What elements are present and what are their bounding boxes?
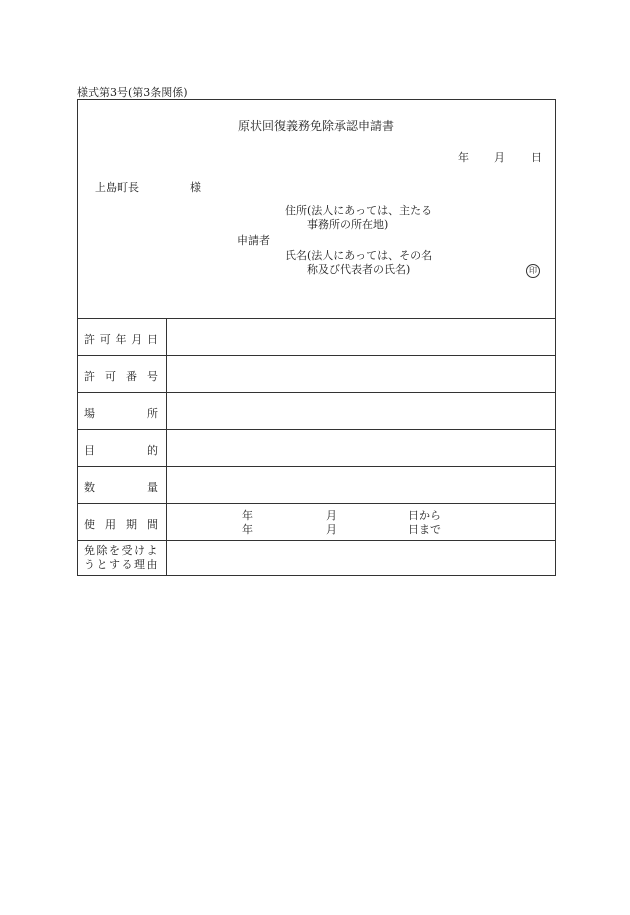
period-to-month: 月 [326,523,337,536]
exemption-reason-label: 免除を受けようとする理由 [84,544,159,571]
row-divider [78,355,555,356]
purpose-label: 目 的 [84,444,158,457]
column-divider [166,318,167,575]
row-divider [78,503,555,504]
row-divider [78,429,555,430]
form-heading: 原状回復義務免除承認申請書 [238,119,395,133]
table-top-border [78,318,555,319]
row-divider [78,392,555,393]
application-form [77,99,556,576]
permit-date-label: 許 可 年 月 日 [84,333,158,346]
name-label-line2: 称及び代表者の氏名) [307,263,411,276]
form-number: 様式第3号(第3条関係) [77,86,188,99]
name-label-line1: 氏名(法人にあっては、その名 [285,249,433,262]
period-from-day: 日から [408,509,441,522]
address-label-line2: 事務所の所在地) [307,218,389,231]
addressee: 上島町長 [95,181,139,194]
period-to-year: 年 [242,523,253,536]
permit-number-label: 許 可 番 号 [84,370,158,383]
period-from-month: 月 [326,509,337,522]
period-to-day: 日まで [408,523,441,536]
row-divider [78,540,555,541]
place-label: 場 所 [84,407,158,420]
quantity-label: 数 量 [84,481,158,494]
date-year-label: 年 [458,151,469,164]
period-from-year: 年 [242,509,253,522]
seal-mark: 印 [526,264,540,278]
date-month-label: 月 [494,151,505,164]
usage-period-label: 使 用 期 間 [84,518,158,531]
applicant-label: 申請者 [237,234,270,247]
row-divider [78,466,555,467]
honorific: 様 [190,181,201,194]
address-label-line1: 住所(法人にあっては、主たる [285,204,433,217]
date-day-label: 日 [531,151,542,164]
